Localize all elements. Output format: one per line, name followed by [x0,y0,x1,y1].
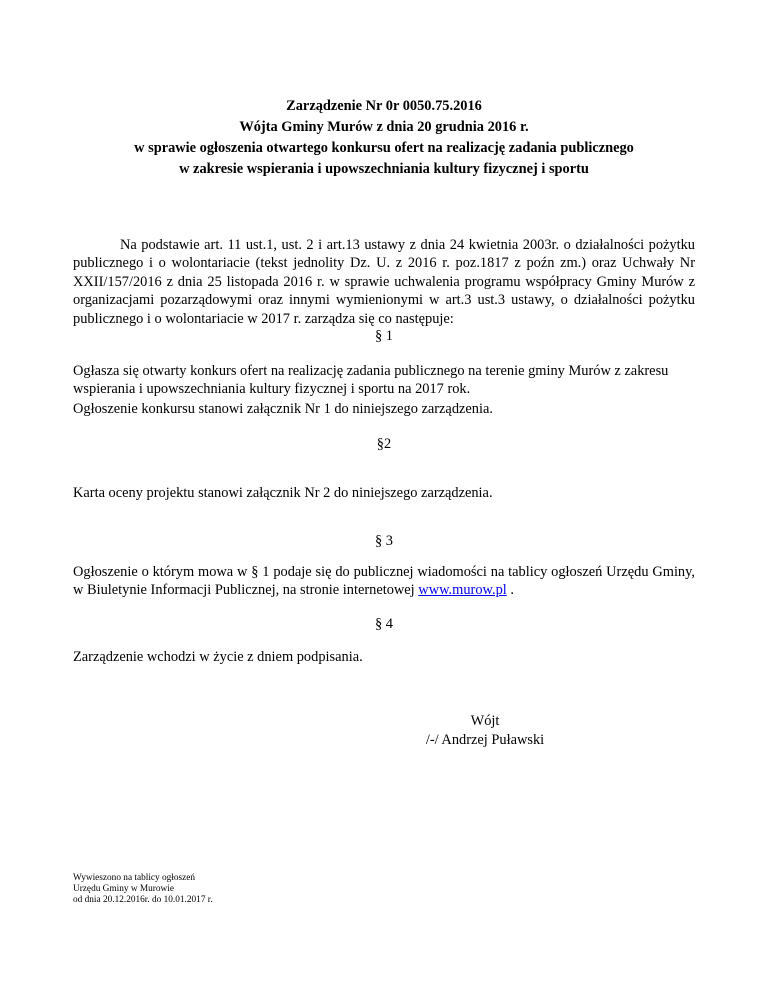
signature-block [400,712,570,749]
posting-note [73,873,213,907]
section-4-title: § 4 [375,616,393,632]
section-3-paragraph-1 [73,563,695,600]
section-1-paragraph-2: Ogłoszenie konkursu stanowi załącznik Nr 1 do niniejszego zarządzenia. [73,401,493,417]
ordinance-number: Zarządzenie Nr 0r 0050.75.2016 [286,98,482,114]
signature-name: /-/ Andrzej Puławski [425,731,545,748]
website-link[interactable]: www.murow.pl [418,582,507,599]
posting-note-line-3: od dnia 20.12.2016r. do 10.01.2017 r. [73,895,213,906]
posting-note-line-2: Urzędu Gminy w Murowie [73,884,174,895]
ordinance-issuer-date: Wójta Gminy Murów z dnia 20 grudnia 2016 r. [239,119,529,135]
signature-title: Wójt [470,713,500,729]
section-3-title: § 3 [375,533,393,549]
section-4-paragraph-1: Zarządzenie wchodzi w życie z dniem podpisania. [73,649,363,665]
section-1-title: § 1 [375,328,393,344]
section-1-paragraph-1: Ogłasza się otwarty konkurs ofert na realizację zadania publicznego na terenie gminy Murów z zakresu wspierania i upowszechniania kultury fizycznej i sportu na 2017 rok. [73,363,669,398]
section-3-suffix: . [506,582,514,599]
document-header [0,96,768,180]
section-3-text: Ogłoszenie o którym mowa w § 1 podaje się do publicznej wiadomości na tablicy ogłoszeń Urzędu Gminy, w Biuletynie Informacji Publicznej, na stronie internetowej [73,564,695,599]
ordinance-subject-line-1: w sprawie ogłoszenia otwartego konkursu ofert na realizację zadania publicznego [134,140,634,156]
ordinance-subject-line-2: w zakresie wspierania i upowszechniania kultury fizycznej i sportu [179,161,589,177]
legal-basis-paragraph: Na podstawie art. 11 ust.1, ust. 2 i art.13 ustawy z dnia 24 kwietnia 2003r. o działalności pożytku publicznego i o wolontariacie (tekst jednolity Dz. U. z 2016 r. poz.1817 z poźn zm.) oraz Uchwały Nr XXII/157/2016 z dnia 25 listopada 2016 r. w sprawie uchwalenia programu współpracy Gminy Murów z organizacjami pozarządowymi oraz innymi wymienionymi w art.3 ust.3 ustawy, o działalności pożytku publicznego i o wolontariacie w 2017 r. zarządza się co następuje: [73,237,695,327]
section-2-paragraph-1: Karta oceny projektu stanowi załącznik Nr 2 do niniejszego zarządzenia. [73,485,493,501]
section-2-title: §2 [376,436,392,452]
posting-note-line-1: Wywieszono na tablicy ogłoszeń [73,873,196,883]
